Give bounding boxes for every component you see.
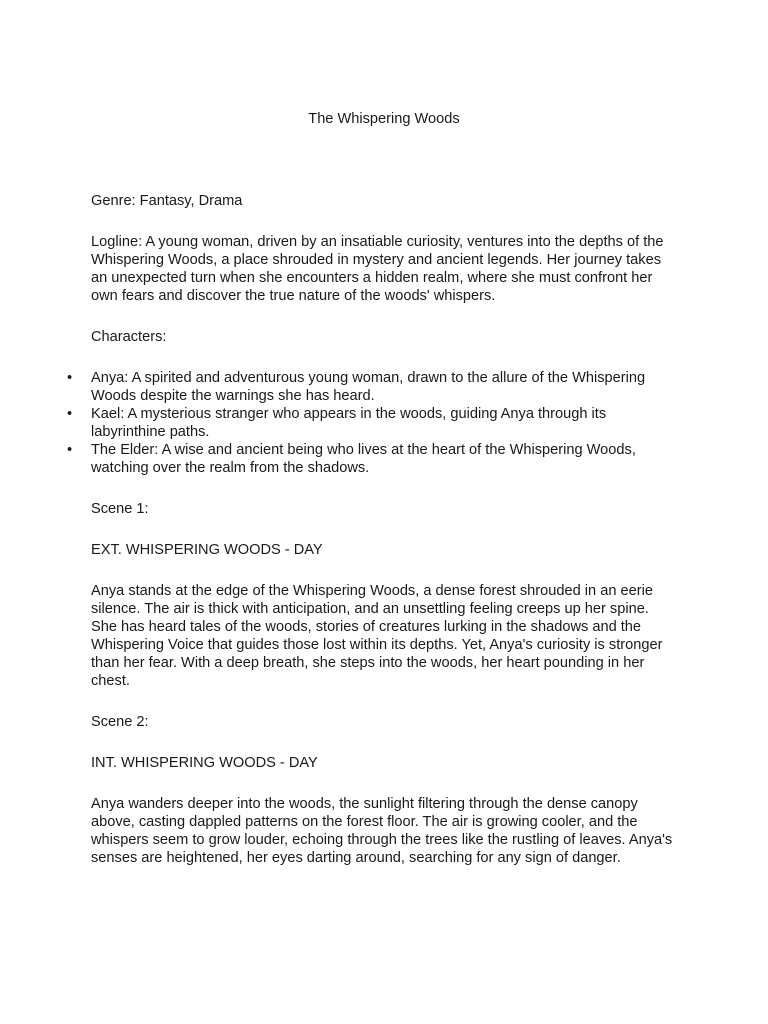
list-item [67, 441, 676, 477]
bullet-icon: • [67, 370, 73, 386]
scene2-heading: Scene 2: [91, 714, 149, 730]
scene2-slugline: INT. WHISPERING WOODS - DAY [91, 755, 318, 771]
document-title: The Whispering Woods [308, 111, 460, 127]
characters-heading: Characters: [91, 329, 167, 345]
character-description: The Elder: A wise and ancient being who lives at the heart of the Whispering Woods, watching over the realm from the shadows. [91, 442, 636, 476]
character-description: Anya: A spirited and adventurous young woman, drawn to the allure of the Whispering Woods despite the warnings she has heard. [91, 370, 646, 404]
list-item [67, 405, 676, 441]
bullet-icon: • [67, 406, 73, 422]
scene1-paragraph: Anya stands at the edge of the Whispering Woods, a dense forest shrouded in an eerie silence. The air is thick with anticipation, and an unsettling feeling creeps up her spine. She has heard tales of the woods, stories of creatures lurking in the shadows and the Whispering Voice that guides those lost within its depths. Yet, Anya's curiosity is stronger than her fear. With a deep breath, she steps into the woods, her heart pounding in her chest. [91, 583, 663, 689]
scene1-slugline: EXT. WHISPERING WOODS - DAY [91, 542, 323, 558]
list-item [67, 369, 676, 405]
document-body [67, 192, 676, 890]
characters-list [67, 369, 676, 477]
scene1-heading: Scene 1: [91, 501, 149, 517]
logline-paragraph: Logline: A young woman, driven by an insatiable curiosity, ventures into the depths of the Whispering Woods, a place shrouded in mystery and ancient legends. Her journey takes an unexpected turn when she encounters a hidden realm, where she must confront her own fears and discover the true nature of the woods' whispers. [91, 234, 664, 304]
character-description: Kael: A mysterious stranger who appears in the woods, guiding Anya through its labyrinthine paths. [91, 406, 607, 440]
scene2-paragraph: Anya wanders deeper into the woods, the sunlight filtering through the dense canopy above, casting dappled patterns on the forest floor. The air is growing cooler, and the whispers seem to grow louder, echoing through the trees like the rustling of leaves. Anya's senses are heightened, her eyes darting around, searching for any sign of danger. [91, 796, 673, 866]
bullet-icon: • [67, 442, 73, 458]
genre-line: Genre: Fantasy, Drama [91, 193, 243, 209]
